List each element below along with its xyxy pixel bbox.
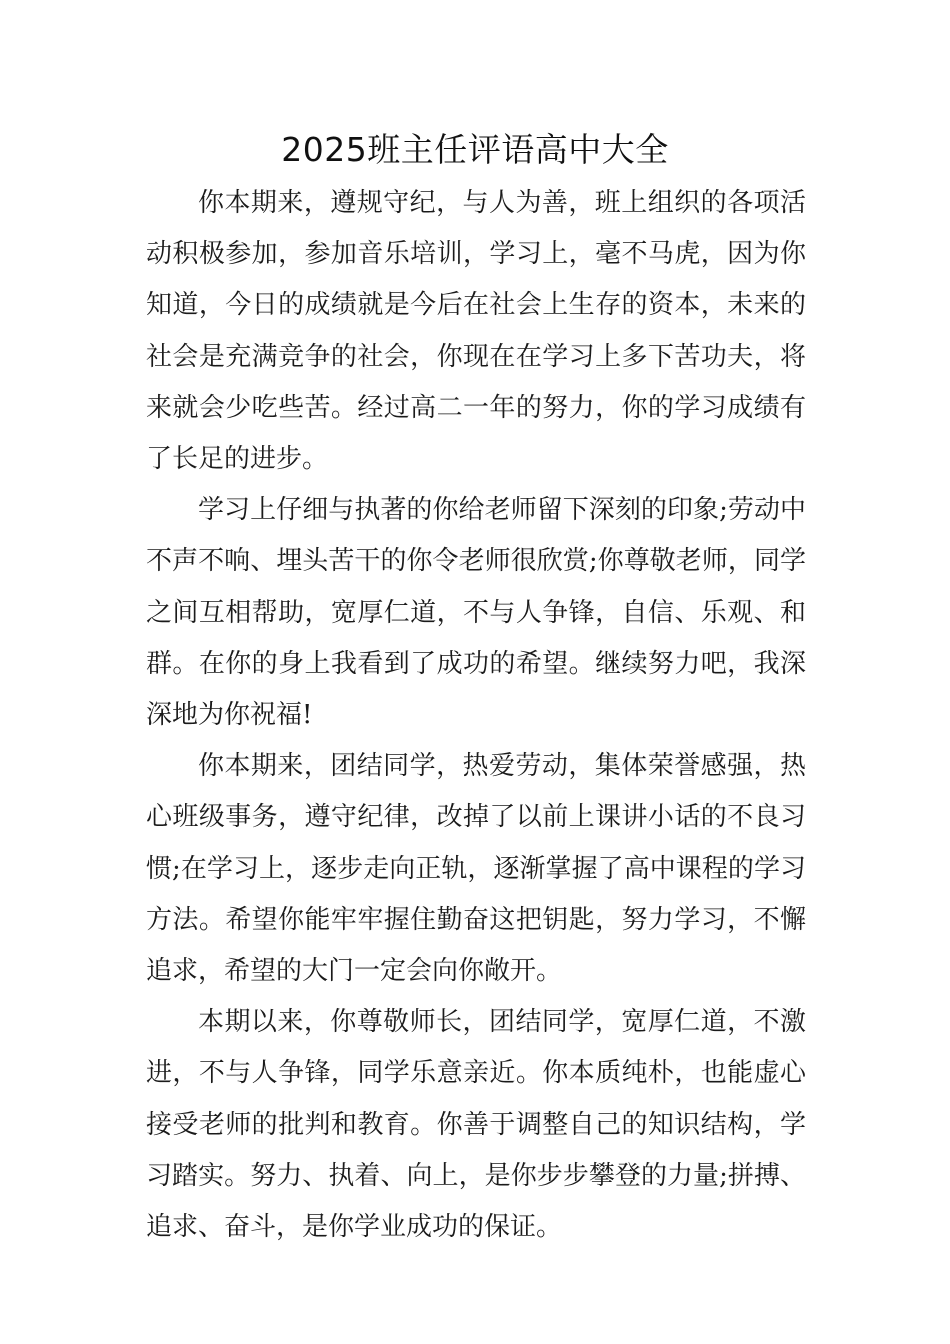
paragraph-2: 学习上仔细与执著的你给老师留下深刻的印象;劳动中不声不响、埋头苦干的你令老师很欣赏;你尊敬老师，同学之间互相帮助，宽厚仁道，不与人争锋，自信、乐观、和群。在你的身上我看到了成功的希望。继续努力吧，我深深地为你祝福! bbox=[146, 495, 806, 731]
document-title: 2025班主任评语高中大全 bbox=[281, 130, 669, 169]
paragraph-4: 本期以来，你尊敬师长，团结同学，宽厚仁道，不激进，不与人争锋，同学乐意亲近。你本质纯朴，也能虚心接受老师的批判和教育。你善于调整自己的知识结构，学习踏实。努力、执着、向上，是你步步攀登的力量;拼搏、追求、奋斗，是你学业成功的保证。 bbox=[146, 1007, 806, 1243]
paragraph-3: 你本期来，团结同学，热爱劳动，集体荣誉感强，热心班级事务，遵守纪律，改掉了以前上课讲小话的不良习惯;在学习上，逐步走向正轨，逐渐掌握了高中课程的学习方法。希望你能牢牢握住勤奋这把钥匙，努力学习，不懈追求，希望的大门一定会向你敞开。 bbox=[146, 751, 806, 987]
paragraph-1: 你本期来，遵规守纪，与人为善，班上组织的各项活动积极参加，参加音乐培训，学习上，毫不马虎，因为你知道，今日的成绩就是今后在社会上生存的资本，未来的社会是充满竞争的社会，你现在在学习上多下苦功夫，将来就会少吃些苦。经过高二一年的努力，你的学习成绩有了长足的进步。 bbox=[146, 188, 806, 475]
document-body bbox=[146, 178, 806, 1253]
